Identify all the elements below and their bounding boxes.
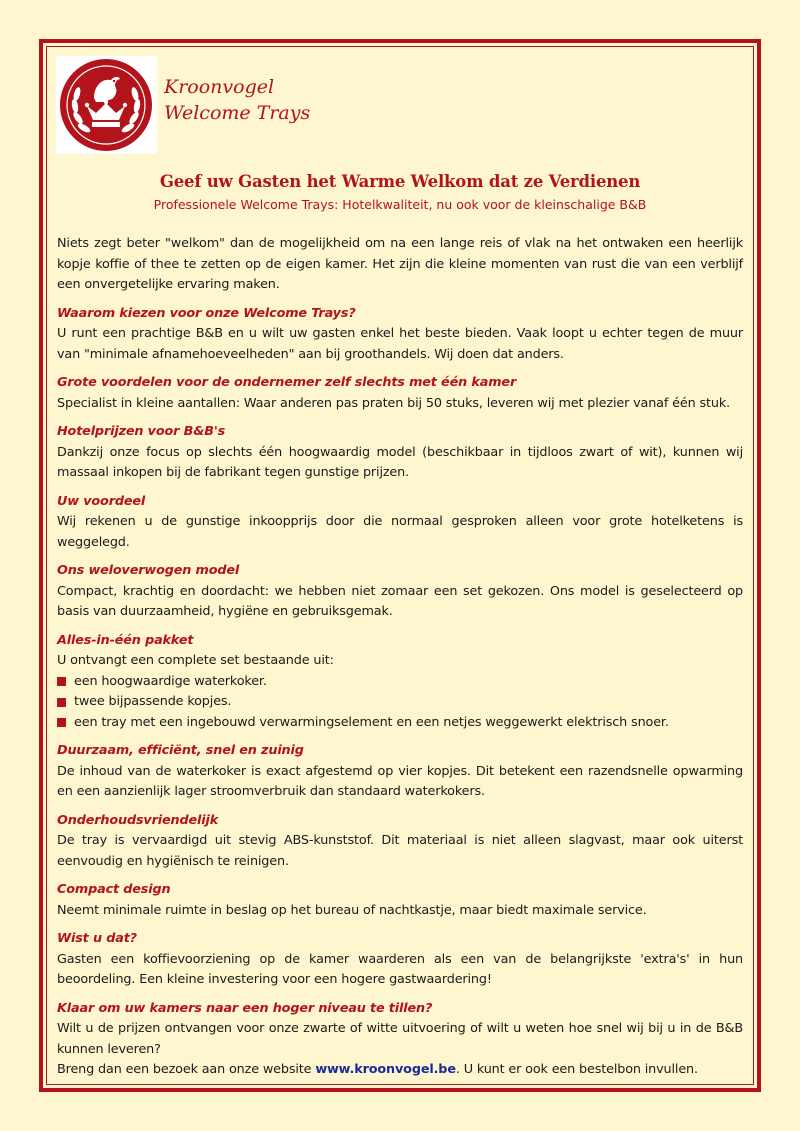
brand-name: [164, 74, 310, 126]
intro-paragraph: Niets zegt beter "welkom" dan de mogelijkheid om na een lange reis of vlak na het ontwaken een heerlijk kopje koffie of thee te zetten op de eigen kamer. Het zijn die kleine momenten van rust die van een verblijf een onvergetelijke ervaring maken.: [57, 236, 743, 292]
section-maintenance: [57, 811, 743, 873]
brand-line-1: Kroonvogel: [164, 76, 275, 98]
bullet-square-icon: [57, 677, 66, 686]
brand-line-2: Welcome Trays: [164, 102, 311, 124]
section-heading: Klaar om uw kamers naar een hoger niveau te tillen?: [57, 1000, 433, 1016]
section-text: Specialist in kleine aantallen: Waar anderen pas praten bij 50 stuks, leveren wij met plezier vanaf één stuk.: [57, 395, 730, 411]
page-title: Geef uw Gasten het Warme Welkom dat ze Verdienen: [159, 172, 641, 191]
section-did-you-know: [57, 929, 743, 991]
section-heading: Onderhoudsvriendelijk: [57, 812, 219, 828]
page-subtitle: Professionele Welcome Trays: Hotelkwaliteit, nu ook voor de kleinschalige B&B: [153, 197, 647, 212]
section-text: De inhoud van de waterkoker is exact afgestemd op vier kopjes. Dit betekent een razendsnelle opwarming en een aanzienlijk lager stroomverbruik dan standaard waterkokers.: [57, 763, 743, 799]
list-item-text: een hoogwaardige waterkoker.: [74, 673, 267, 689]
bullet-square-icon: [57, 718, 66, 727]
section-text: Dankzij onze focus op slechts één hoogwaardig model (beschikbaar in tijdloos zwart of wit), kunnen wij massaal inkopen bij de fabrikant tegen gunstige prijzen.: [57, 444, 743, 480]
section-call-to-action: [57, 999, 743, 1081]
section-heading: Ons weloverwogen model: [57, 563, 240, 578]
section-your-benefit: [57, 492, 743, 554]
document-body: [57, 234, 743, 1089]
list-item-text: twee bijpassende kopjes.: [74, 694, 232, 709]
section-text: U runt een prachtige B&B en u wilt uw gasten enkel het beste bieden. Vaak loopt u echter tegen de muur van "minimale afnamehoeveelheden" aan bij groothandels. Wij doen dat anders.: [57, 326, 743, 362]
section-text: Gasten een koffievoorziening op de kamer waarderen als een van de belangrijkste 'extra's' in hun beoordeling. Een kleine investering voor een hogere gastwaardering!: [57, 951, 743, 987]
section-advantages: [57, 373, 743, 414]
section-heading: Compact design: [57, 882, 171, 897]
section-compact: [57, 880, 743, 921]
section-text: Neemt minimale ruimte in beslag op het bureau of nachtkastje, maar biedt maximale service.: [57, 902, 647, 918]
section-heading: Duurzaam, efficiënt, snel en zuinig: [57, 743, 304, 758]
list-item: [57, 692, 743, 713]
bullet-square-icon: [57, 698, 66, 707]
closing-before: Breng dan een bezoek aan onze website: [57, 1062, 316, 1077]
section-text: Wilt u de prijzen ontvangen voor onze zwarte of witte uitvoering of wilt u weten hoe snel wij bij u in de B&B kunnen leveren?: [57, 1021, 743, 1057]
section-text: Wij rekenen u de gunstige inkoopprijs door die normaal gesproken alleen voor grote hotelketens is weggelegd.: [57, 514, 743, 550]
list-item-text: een tray met een ingebouwd verwarmingselement en een netjes weggewerkt elektrisch snoer.: [74, 714, 669, 730]
section-heading: Uw voordeel: [57, 493, 146, 509]
website-link[interactable]: www.kroonvogel.be: [315, 1062, 456, 1077]
closing-after: . U kunt er ook een bestelbon invullen.: [455, 1062, 698, 1077]
package-list: [57, 672, 743, 734]
section-sustainable: [57, 741, 743, 803]
section-why: [57, 304, 743, 366]
section-text: De tray is vervaardigd uit stevig ABS-kunststof. Dit materiaal is niet alleen slagvast, maar ook uiterst eenvoudig en hygiënisch te reinigen.: [57, 833, 743, 869]
section-text: U ontvangt een complete set bestaande uit:: [57, 653, 334, 668]
list-item: [57, 713, 743, 734]
section-heading: Grote voordelen voor de ondernemer zelf slechts met één kamer: [57, 375, 517, 390]
section-text: Compact, krachtig en doordacht: we hebben niet zomaar een set gekozen. Ons model is geselecteerd op basis van duurzaamheid, hygiëne en gebruiksgemak.: [57, 583, 743, 619]
section-hotel-prices: [57, 422, 743, 484]
section-heading: Hotelprijzen voor B&B's: [57, 424, 226, 439]
section-heading: Waarom kiezen voor onze Welcome Trays?: [57, 305, 356, 321]
brand-logo: [56, 56, 157, 154]
crowned-bird-laurel-logo-icon: [56, 56, 157, 154]
section-model: [57, 561, 743, 623]
closing-line: [57, 1060, 743, 1081]
section-heading: Alles-in-één pakket: [57, 632, 194, 648]
list-item: [57, 672, 743, 693]
section-heading: Wist u dat?: [57, 931, 137, 946]
section-package: [57, 631, 743, 734]
